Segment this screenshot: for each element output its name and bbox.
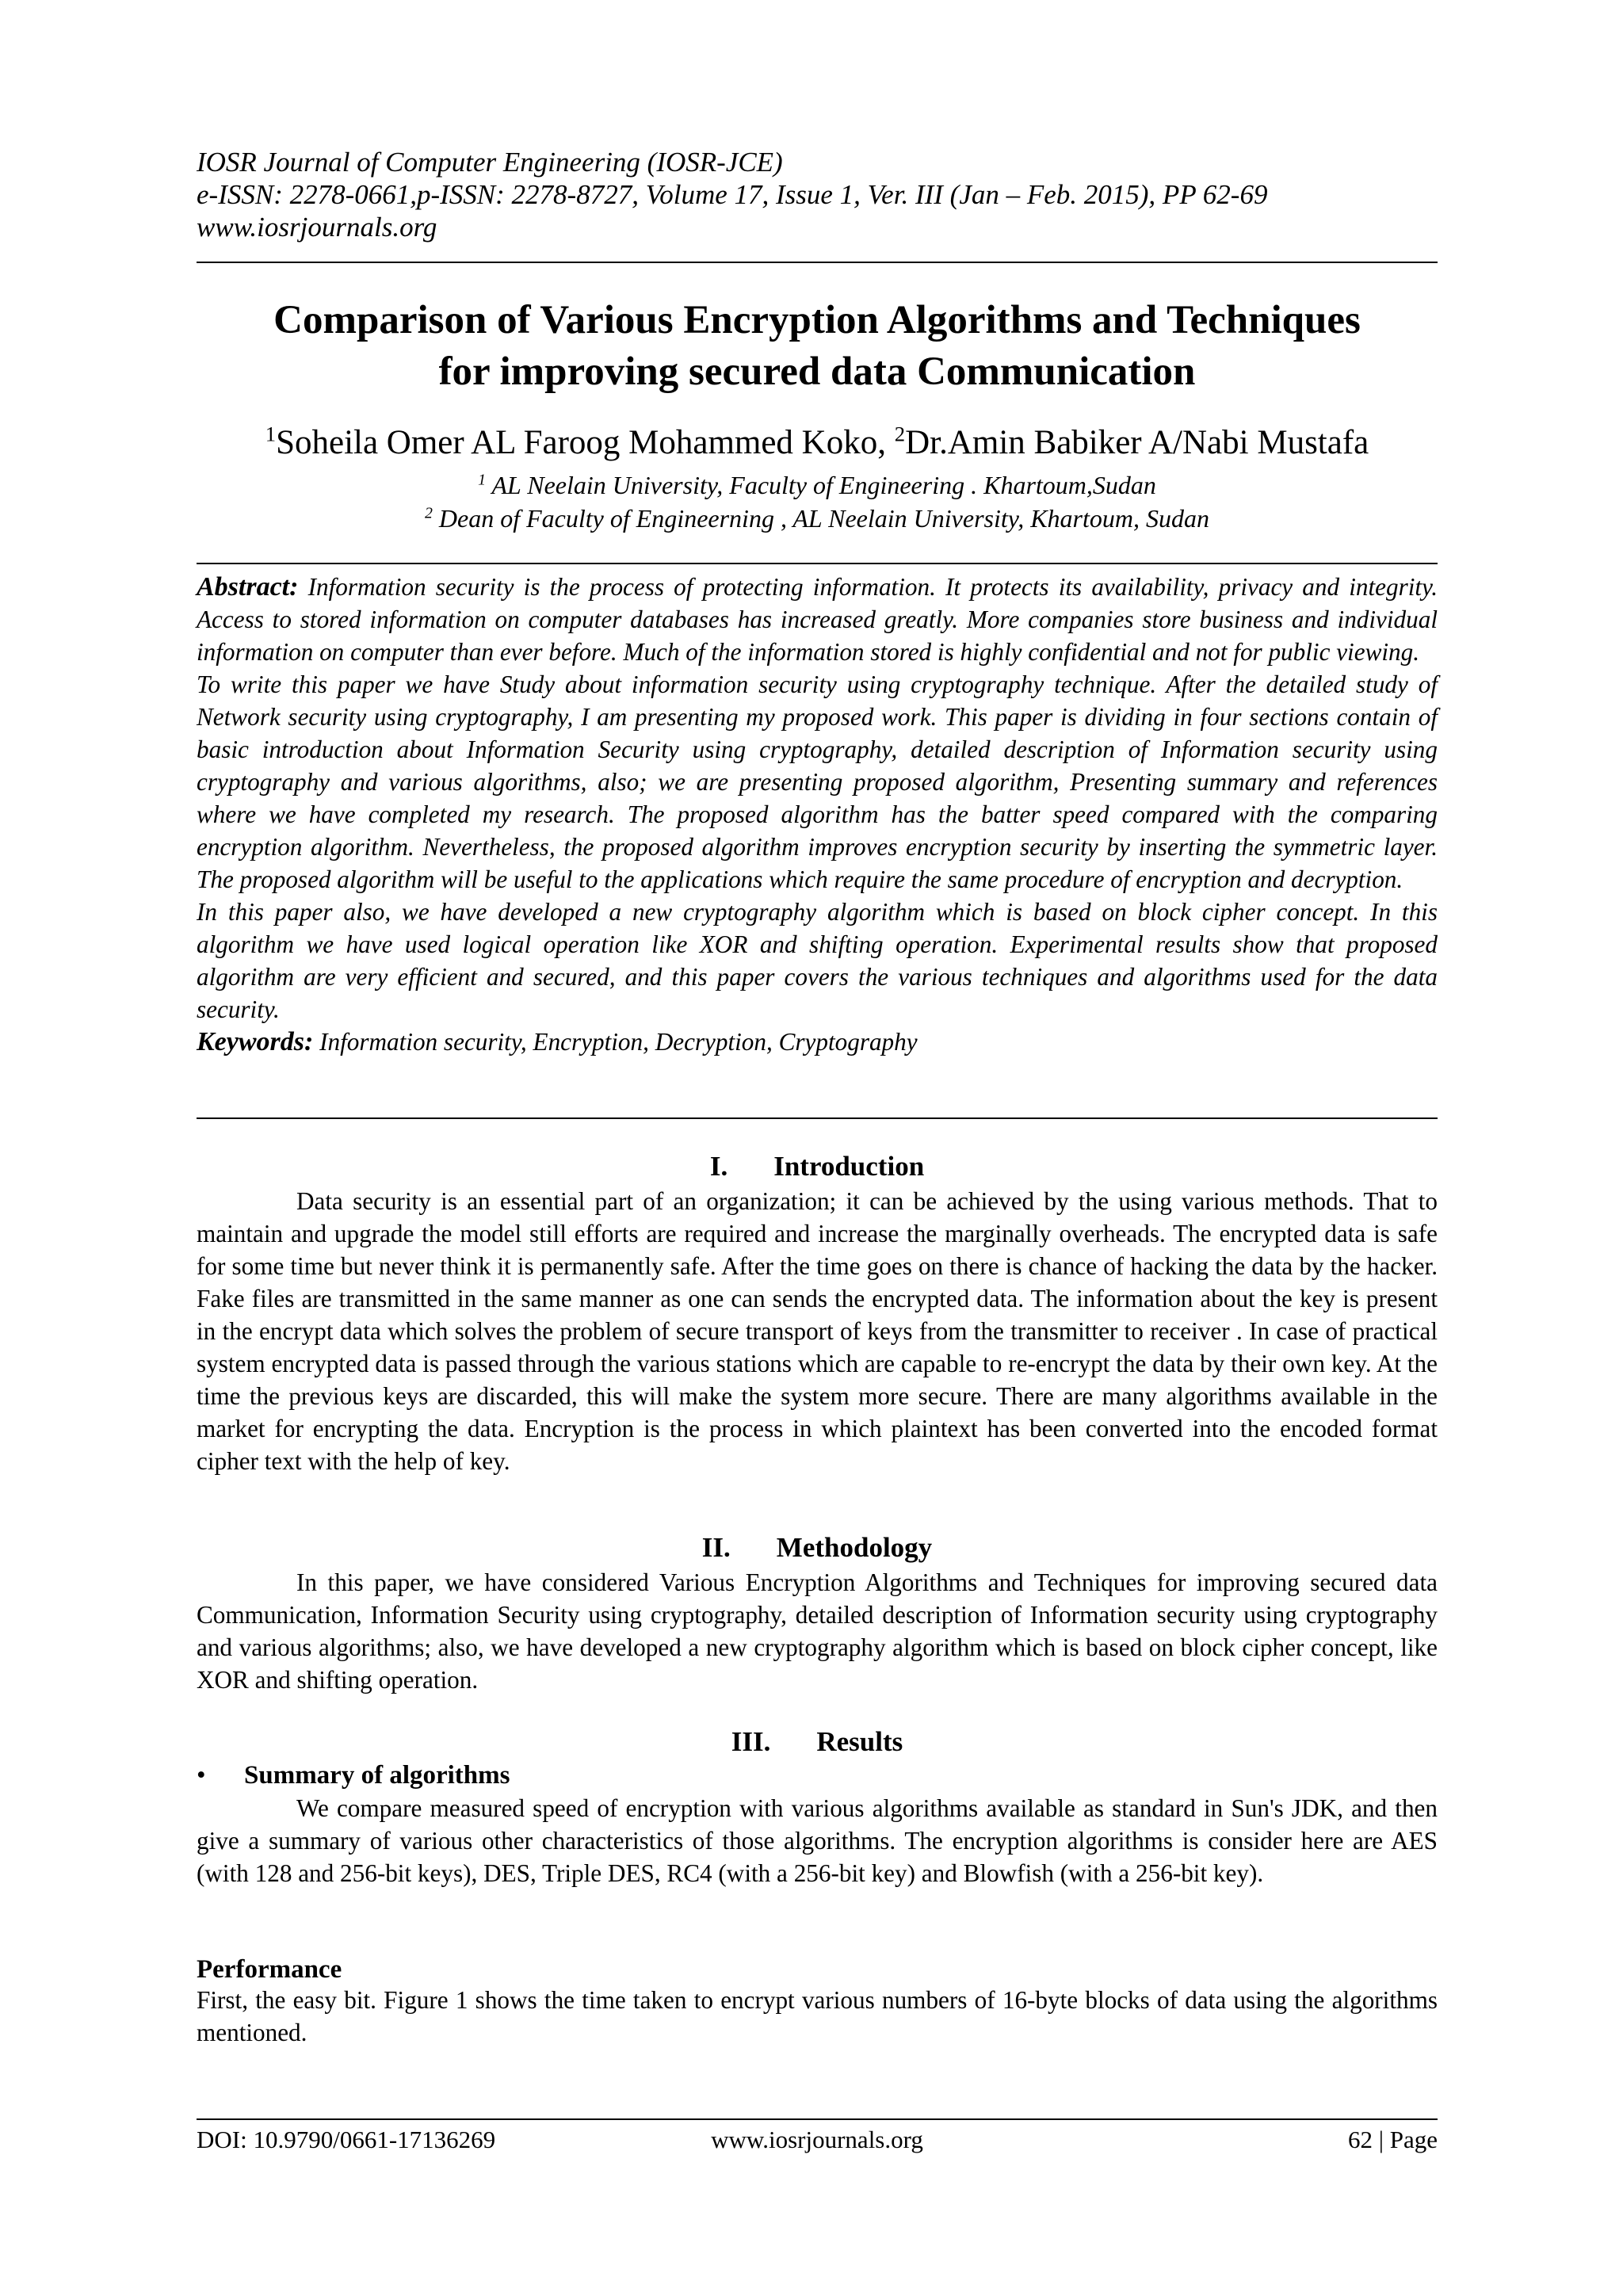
affiliation-2 [197,502,1438,534]
abstract-paragraph-2: To write this paper we have Study about information security using cryptography technique. After the detailed study of Network security using cryptography, I am presenting my proposed work. This paper is dividing in four sections contain of basic introduction about Information Security using cryptography, detailed description of Information security using cryptography and various algorithms, also; we are presenting proposed algorithm, Presenting summary and references where we have completed my research. The proposed algorithm has the batter speed compared with the comparing encryption algorithm. Nevertheless, the proposed algorithm improves encryption security by inserting the symmetric layer. The proposed algorithm will be useful to the applications which require the same procedure of encryption and decryption. [197,670,1438,893]
section-number: I. [709,1151,728,1182]
journal-name: IOSR Journal of Computer Engineering (IOSR-JCE) [197,147,783,178]
journal-website: www.iosrjournals.org [197,212,437,243]
abstract-label: Abstract: [197,572,299,602]
section-number: II. [701,1532,731,1563]
abstract-paragraph-1 [197,571,1438,668]
author-2: Dr.Amin Babiker A/Nabi Mustafa [905,424,1369,461]
keywords-label: Keywords: [197,1027,314,1056]
methodology-body [197,1566,1438,1696]
abstract-paragraph-3: In this paper also, we have developed a new cryptography algorithm which is based on block cipher concept. In this algorithm we have used logical operation like XOR and shifting operation. Experimental results show that proposed algorithm are very efficient and secured, and this paper covers the various techniques and algorithms used for the data security. [197,898,1438,1023]
results-body [197,1792,1438,1889]
author-1: Soheila Omer AL Faroog Mohammed Koko, [276,424,895,461]
performance-heading: Performance [197,1955,342,1984]
keywords [197,1026,1438,1058]
abstract-paragraph-1-text: Information security is the process of protecting information. It protects its availability, privacy and integrity. Access to stored information on computer databases has increased greatly. More companies store business and individual information on computer than ever before. Much of the information stored is highly confidential and not for public viewing. [197,573,1438,666]
results-paragraph: We compare measured speed of encryption with various algorithms available as standard in Sun's JDK, and then give a summary of various other characteristics of those algorithms. The encryption algorithms is consider here are AES (with 128 and 256-bit keys), DES, Triple DES, RC4 (with a 256-bit key) and Blowfish (with a 256-bit key). [197,1794,1438,1887]
footer-page-number: 62 | Page [1348,2126,1438,2153]
author-list [197,423,1438,463]
title-line-1: Comparison of Various Encryption Algorithms and Techniques [273,298,1361,342]
affiliation-1-text: AL Neelain University, Faculty of Engineering . Khartoum,Sudan [486,471,1156,499]
introduction-paragraph: Data security is an essential part of an organization; it can be achieved by the using various methods. That to maintain and upgrade the model still efforts are required and increase the marginally overheads. The encrypted data is safe for some time but never think it is permanently safe. After the time goes on there is chance of hacking the data by the hacker. Fake files are transmitted in the same manner as one can sends the encrypted data. The information about the key is present in the encrypt data which solves the problem of secure transport of keys from the transmitter to receiver . In case of practical system encrypted data is passed through the various stations which are capable to re-encrypt the data by their own key. At the time the previous keys are discarded, this will make the system more secure. There are many algorithms available in the market for encrypting the data. Encryption is the process in which plaintext has been converted into the encoded format cipher text with the help of key. [197,1187,1438,1475]
section-number: III. [731,1726,771,1757]
abstract-top-rule [197,563,1438,564]
journal-issn: e-ISSN: 2278-0661,p-ISSN: 2278-8727, Volume 17, Issue 1, Ver. III (Jan – Feb. 2015), PP 62-69 [197,179,1268,210]
affiliation-1-superscript: 1 [478,471,487,489]
footer-rule [197,2118,1438,2120]
section-title: Methodology [776,1532,933,1563]
header-rule [197,262,1438,263]
performance-paragraph: First, the easy bit. Figure 1 shows the time taken to encrypt various numbers of 16-byte blocks of data using the algorithms mentioned. [197,1986,1438,2046]
paper-title [197,295,1438,398]
keywords-text: Information security, Encryption, Decryption, Cryptography [313,1028,918,1056]
methodology-paragraph: In this paper, we have considered Various Encryption Algorithms and Techniques for improving secured data Communication, Information Security using cryptography, detailed description of Information security using cryptography and various algorithms; also, we have developed a new cryptography algorithm which is based on block cipher concept, like XOR and shifting operation. [197,1568,1438,1694]
bullet-icon: • [197,1761,206,1790]
summary-bullet-label: Summary of algorithms [244,1761,510,1790]
footer-doi: DOI: 10.9790/0661-17136269 [197,2126,496,2153]
journal-header [197,146,1438,243]
affiliation-1 [197,469,1438,501]
section-title: Results [816,1726,903,1757]
abstract [197,571,1438,1058]
title-line-2: for improving secured data Communication [438,350,1196,394]
author-1-superscript: 1 [265,422,277,446]
author-2-superscript: 2 [894,422,906,446]
affiliation-2-superscript: 2 [425,504,433,522]
section-heading-introduction [197,1151,1438,1182]
section-heading-methodology [197,1532,1438,1564]
affiliation-2-text: Dean of Faculty of Engineerning , AL Neelain University, Khartoum, Sudan [432,504,1209,533]
abstract-bottom-rule [197,1117,1438,1119]
section-title: Introduction [773,1151,925,1182]
summary-bullet [197,1759,1438,1791]
footer-website: www.iosrjournals.org [711,2126,923,2153]
section-heading-results [197,1726,1438,1758]
introduction-body [197,1185,1438,1477]
